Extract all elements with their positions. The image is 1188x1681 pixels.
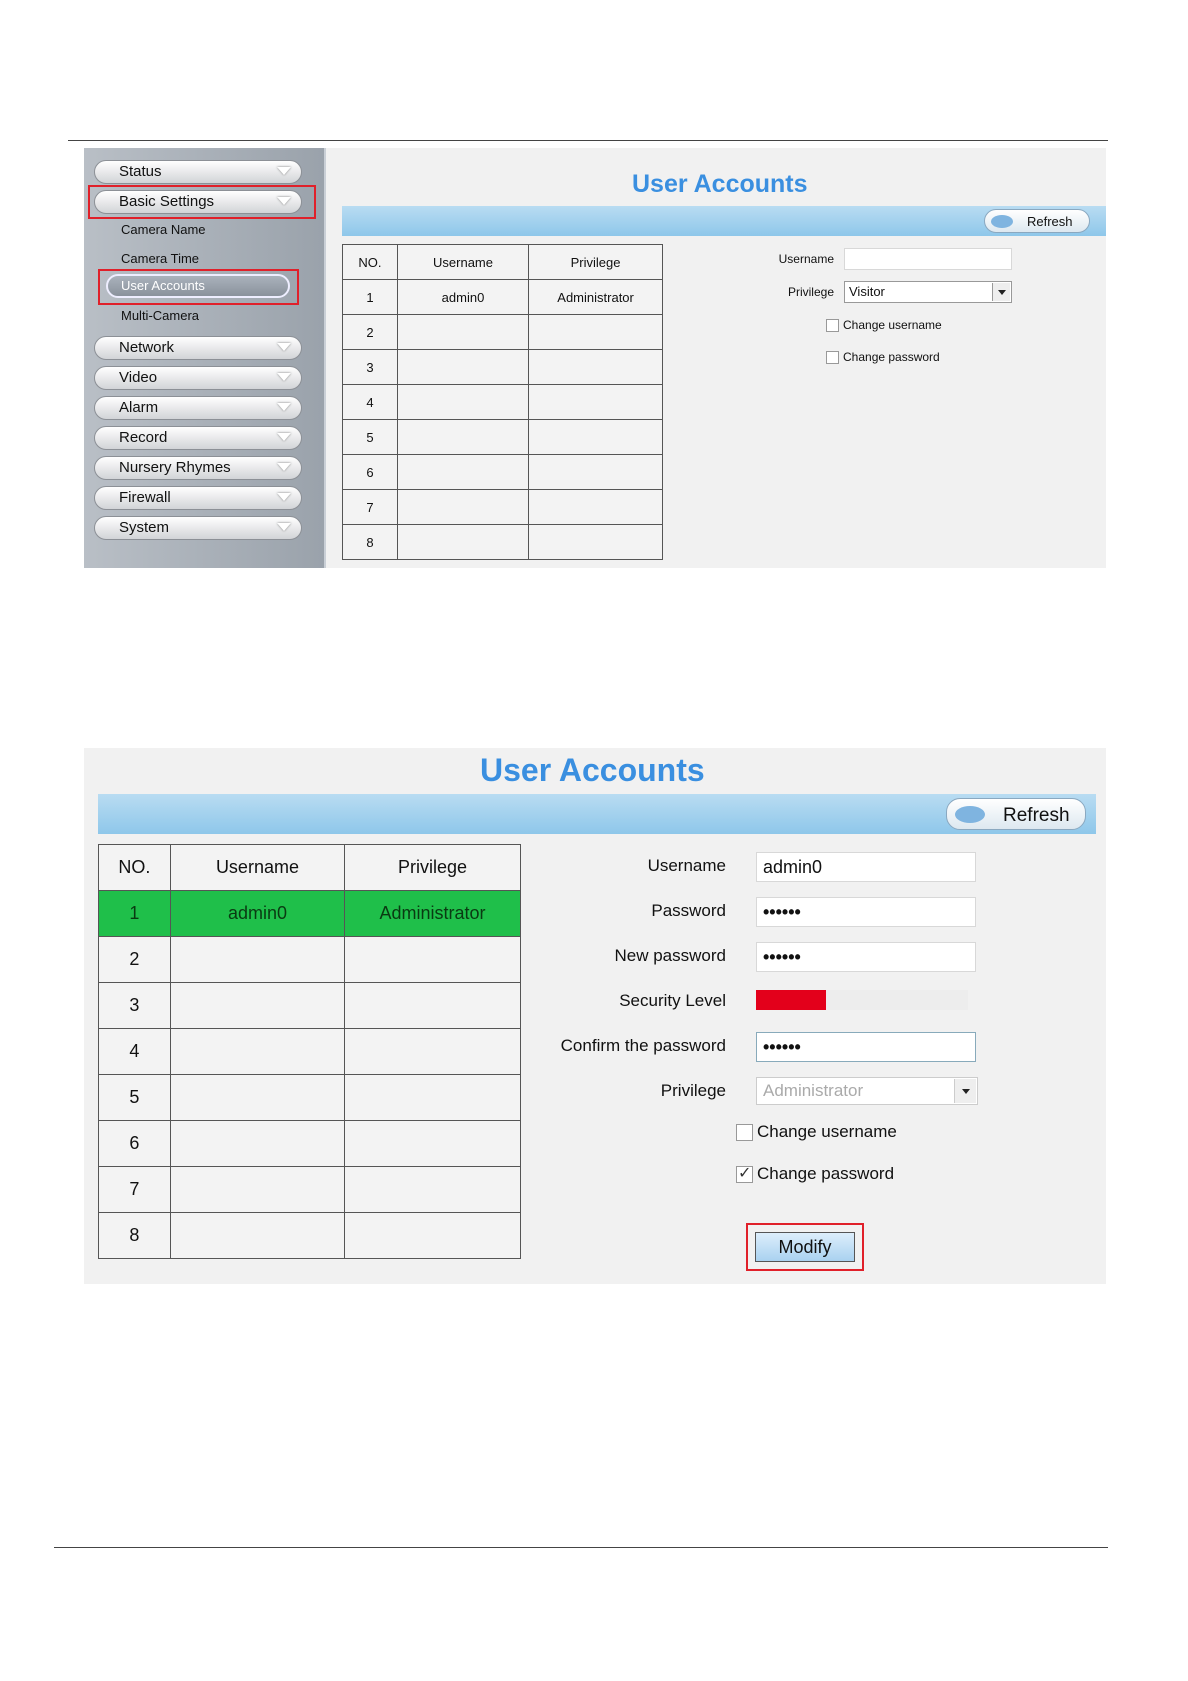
table-row[interactable] [343, 490, 663, 525]
cell-no: 3 [99, 983, 171, 1029]
cell-username [170, 1075, 344, 1121]
cell-no: 5 [343, 420, 398, 455]
password-input[interactable]: •••••• [756, 897, 976, 927]
chevron-down-icon [277, 433, 291, 441]
accounts-table [342, 244, 663, 560]
cell-username [170, 983, 344, 1029]
privilege-select-value: Visitor [849, 284, 885, 299]
subnav-multi-camera[interactable]: Multi-Camera [121, 308, 200, 323]
cell-username [170, 1167, 344, 1213]
table-row[interactable] [343, 525, 663, 560]
confirm-password-label: Confirm the password [560, 1036, 726, 1055]
privilege-label: Privilege [787, 285, 834, 299]
cell-no: 7 [343, 490, 398, 525]
security-level-fill [756, 990, 826, 1010]
chevron-down-icon [277, 523, 291, 531]
refresh-icon [991, 215, 1013, 228]
change-password-label: Change password [757, 1164, 895, 1183]
change-username-checkbox[interactable] [826, 319, 839, 332]
privilege-label: Privilege [660, 1081, 726, 1100]
nav-video-label: Video [119, 369, 158, 386]
chevron-down-icon [992, 283, 1010, 301]
cell-username [170, 1121, 344, 1167]
cell-privilege [345, 1213, 521, 1259]
cell-privilege [529, 490, 663, 525]
cell-no: 1 [99, 891, 171, 937]
col-header-no: NO. [343, 245, 398, 280]
cell-no: 8 [99, 1213, 171, 1259]
chevron-down-icon [277, 373, 291, 381]
cell-username [170, 1213, 344, 1259]
nav-record-label: Record [119, 429, 168, 446]
user-accounts-screenshot-1 [84, 148, 1106, 568]
nav-firewall[interactable] [94, 486, 302, 510]
chevron-down-icon [277, 403, 291, 411]
nav-nursery-rhymes-label: Nursery Rhymes [119, 459, 231, 476]
change-username-label: Change username [843, 318, 942, 332]
cell-no: 1 [343, 280, 398, 315]
change-password-label: Change password [843, 350, 940, 364]
change-password-option[interactable] [826, 350, 940, 364]
privilege-select[interactable] [756, 1077, 978, 1105]
cell-privilege [529, 350, 663, 385]
col-header-privilege: Privilege [529, 245, 663, 280]
page-title: User Accounts [480, 752, 705, 788]
subnav-user-accounts[interactable]: User Accounts [106, 274, 290, 298]
nav-system-label: System [119, 519, 170, 536]
change-username-label: Change username [757, 1122, 897, 1141]
change-password-option[interactable] [736, 1164, 894, 1184]
username-input[interactable]: admin0 [756, 852, 976, 882]
cell-no: 2 [343, 315, 398, 350]
cell-no: 8 [343, 525, 398, 560]
privilege-select[interactable] [844, 281, 1012, 303]
table-row[interactable] [99, 1121, 521, 1167]
cell-privilege: Administrator [529, 280, 663, 315]
col-header-username: Username [397, 245, 528, 280]
nav-basic-settings-label: Basic Settings [119, 193, 215, 210]
nav-network[interactable] [94, 336, 302, 360]
subnav-camera-time[interactable]: Camera Time [121, 251, 200, 266]
password-label: Password [651, 901, 726, 920]
top-rule [68, 140, 1108, 141]
col-header-no: NO. [99, 845, 171, 891]
nav-firewall-label: Firewall [119, 489, 171, 506]
refresh-icon [955, 806, 985, 823]
bottom-rule [54, 1547, 1108, 1548]
refresh-button[interactable] [984, 209, 1090, 233]
cell-no: 4 [99, 1029, 171, 1075]
col-header-username: Username [170, 845, 344, 891]
chevron-down-icon [277, 493, 291, 501]
subnav-camera-name[interactable]: Camera Name [121, 222, 206, 237]
cell-privilege [529, 385, 663, 420]
table-row[interactable] [343, 280, 663, 315]
security-level-meter [756, 990, 968, 1010]
chevron-down-icon [954, 1079, 976, 1103]
table-row[interactable] [99, 1029, 521, 1075]
table-row[interactable] [343, 455, 663, 490]
privilege-select-value: Administrator [763, 1081, 864, 1100]
username-label: Username [647, 856, 726, 875]
table-row[interactable] [99, 1167, 521, 1213]
username-label: Username [778, 252, 834, 266]
change-password-checkbox[interactable] [826, 351, 839, 364]
cell-privilege [529, 525, 663, 560]
cell-privilege: Administrator [345, 891, 521, 937]
chevron-down-icon [277, 463, 291, 471]
accounts-table [98, 844, 521, 1259]
user-accounts-screenshot-2 [84, 748, 1106, 1284]
nav-record[interactable] [94, 426, 302, 450]
cell-username [170, 1029, 344, 1075]
table-row[interactable] [343, 385, 663, 420]
nav-status[interactable] [94, 160, 302, 184]
modify-button[interactable]: Modify [755, 1232, 855, 1262]
table-row[interactable] [99, 1213, 521, 1259]
nav-alarm-label: Alarm [119, 399, 159, 416]
table-row[interactable] [343, 420, 663, 455]
cell-username [397, 385, 528, 420]
table-row[interactable] [99, 937, 521, 983]
change-username-option[interactable] [826, 318, 942, 332]
nav-system[interactable] [94, 516, 302, 540]
cell-privilege [345, 1121, 521, 1167]
cell-no: 4 [343, 385, 398, 420]
table-row[interactable] [343, 315, 663, 350]
cell-username [397, 525, 528, 560]
highlight-basic-settings [88, 185, 316, 219]
nav-nursery-rhymes[interactable] [94, 456, 302, 480]
new-password-label: New password [614, 946, 726, 965]
cell-no: 6 [99, 1121, 171, 1167]
change-username-option[interactable] [736, 1122, 897, 1142]
nav-video[interactable] [94, 366, 302, 390]
table-row[interactable] [99, 1075, 521, 1121]
chevron-down-icon [277, 167, 291, 175]
page-title: User Accounts [632, 170, 808, 198]
refresh-button[interactable] [946, 798, 1086, 830]
nav-network-label: Network [119, 339, 175, 356]
cell-username [397, 490, 528, 525]
nav-status-label: Status [119, 163, 162, 180]
cell-username [397, 315, 528, 350]
chevron-down-icon [277, 343, 291, 351]
col-header-privilege: Privilege [345, 845, 521, 891]
cell-privilege [345, 1167, 521, 1213]
cell-username: admin0 [170, 891, 344, 937]
cell-no: 2 [99, 937, 171, 983]
highlight-user-accounts [98, 269, 299, 305]
cell-no: 5 [99, 1075, 171, 1121]
cell-username: admin0 [397, 280, 528, 315]
security-level-label: Security Level [619, 991, 726, 1010]
sidebar-divider [324, 148, 326, 568]
cell-username [397, 350, 528, 385]
username-input[interactable] [844, 248, 1012, 270]
cell-no: 7 [99, 1167, 171, 1213]
refresh-label: Refresh [1003, 805, 1070, 826]
cell-username [397, 455, 528, 490]
cell-no: 6 [343, 455, 398, 490]
table-row[interactable] [99, 983, 521, 1029]
confirm-password-input[interactable]: •••••• [756, 1032, 976, 1062]
cell-privilege [529, 420, 663, 455]
sidebar [84, 148, 324, 568]
cell-privilege [529, 315, 663, 350]
cell-no: 3 [343, 350, 398, 385]
refresh-label: Refresh [1027, 214, 1073, 229]
table-row[interactable] [99, 891, 521, 937]
cell-username [170, 937, 344, 983]
new-password-input[interactable]: •••••• [756, 942, 976, 972]
cell-username [397, 420, 528, 455]
change-username-checkbox[interactable] [736, 1124, 753, 1141]
table-row[interactable] [343, 350, 663, 385]
cell-privilege [529, 455, 663, 490]
nav-alarm[interactable] [94, 396, 302, 420]
change-password-checkbox[interactable] [736, 1166, 753, 1183]
